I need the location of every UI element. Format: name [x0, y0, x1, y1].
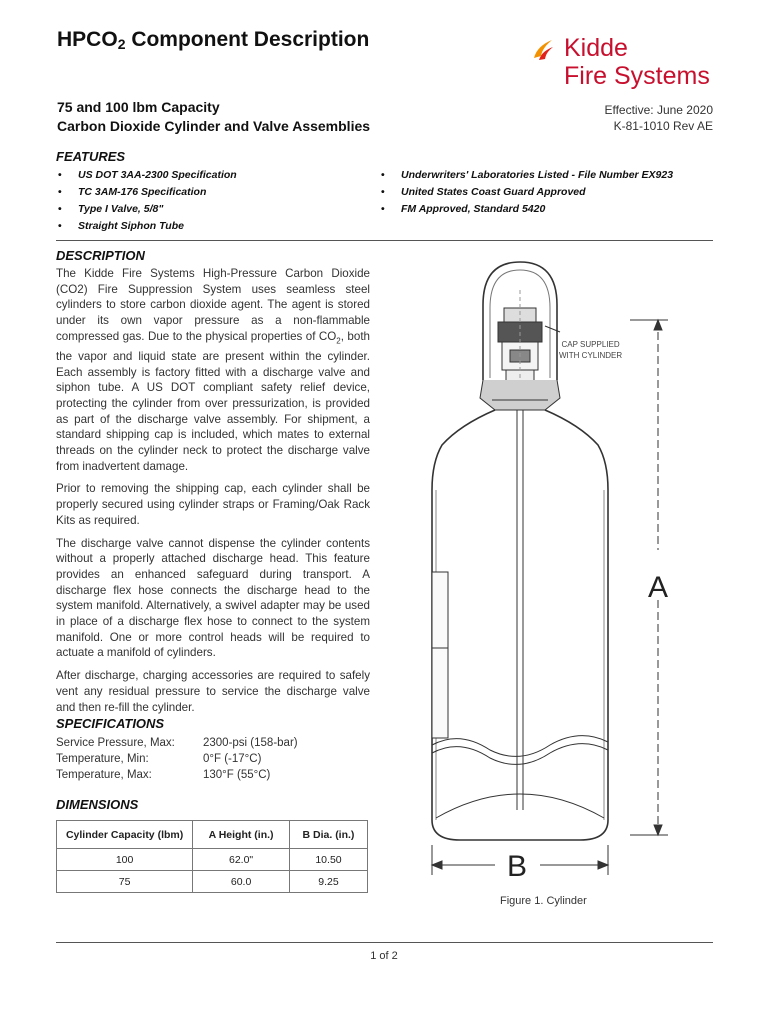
cap-note: CAP SUPPLIED WITH CYLINDER — [559, 340, 623, 360]
specifications-list — [56, 735, 298, 783]
page-number: 1 of 2 — [370, 950, 398, 962]
description-paragraph: After discharge, charging accessories are required to safely vent any residual pressure to service the discharge valve and then re-fill the cylinder. — [56, 669, 370, 714]
spec-row: Temperature, Min: 0°F (-17°C) — [56, 753, 262, 765]
effective-date: Effective: June 2020 — [604, 103, 713, 117]
subtitle-assemblies: Carbon Dioxide Cylinder and Valve Assemblies — [57, 118, 371, 134]
specifications-heading: SPECIFICATIONS — [56, 716, 165, 731]
dimensions-heading: DIMENSIONS — [56, 797, 139, 812]
flame-icon — [530, 36, 556, 62]
feature-item: • Type I Valve, 5/8" — [58, 201, 237, 218]
description-paragraph: The discharge valve cannot dispense the cylinder contents without a properly attached discharge head. This feature provides an enhanced safeguard during transport. A discharge flex hose connects the discharge head to the system manifold. Alternatively, a swivel adapter may be used in place of a discharge flex hose to connect to the system manifold. One or more control heads will be required to actuate a manifold of cylinders. — [56, 536, 370, 660]
feature-item: • TC 3AM-176 Specification — [58, 184, 237, 201]
table-cell: 9.25 — [289, 871, 367, 893]
features-list-right — [381, 167, 673, 218]
kidde-logo — [530, 34, 710, 94]
description-paragraph: The Kidde Fire Systems High-Pressure Carbon Dioxide (CO2) Fire Suppression System uses seamless steel cylinders to store carbon dioxide agent. The agent is stored under its own vapor pressure as a non-flammable compressed gas. Due to the physical properties of $CO_2$, both the vapor and liquid state are present within the cylinder. Each assembly is factory fitted with a discharge valve and siphon tube. A US DOT compliant safety relief device, protecting the cylinder from over pressurization, is provided as part of the discharge valve assembly. For shipment, a standard shipping cap is included, which mates to external threads on the cylinder neck to protect the discharge valve from inadvertent damage. — [56, 267, 370, 473]
dimension-a-label: A — [648, 571, 669, 604]
table-cell: 60.0 — [193, 871, 290, 893]
column-header: Cylinder Capacity (lbm) — [57, 821, 193, 849]
spec-row: Service Pressure, Max: 2300-psi (158-bar) — [56, 737, 298, 749]
logo-line2: Fire Systems — [564, 62, 710, 90]
features-list-left — [58, 167, 237, 235]
section-divider — [56, 240, 713, 241]
table-row — [57, 849, 368, 871]
table-cell: 62.0" — [193, 849, 290, 871]
logo-line1: Kidde — [564, 34, 628, 62]
table-header-row — [57, 821, 368, 849]
feature-item: • Straight Siphon Tube — [58, 218, 237, 235]
feature-item: • United States Coast Guard Approved — [381, 184, 673, 201]
spec-row: Temperature, Max: 130°F (55°C) — [56, 769, 271, 781]
subtitle-capacity: 75 and 100 lbm Capacity — [57, 99, 220, 115]
feature-item: • Underwriters' Laboratories Listed - File Number EX923 — [381, 167, 673, 184]
table-cell: 100 — [57, 849, 193, 871]
doc-number: K-81-1010 Rev AE — [613, 119, 713, 133]
column-header: B Dia. (in.) — [289, 821, 367, 849]
table-cell: 75 — [57, 871, 193, 893]
feature-item: • US DOT 3AA-2300 Specification — [58, 167, 237, 184]
page-title: $HPCO_2$ Component Description — [57, 28, 370, 52]
figure-caption: Figure 1. Cylinder — [500, 895, 587, 907]
column-header: A Height (in.) — [193, 821, 290, 849]
footer-divider — [56, 942, 713, 943]
table-row — [57, 871, 368, 893]
feature-item: • FM Approved, Standard 5420 — [381, 201, 673, 218]
features-heading: FEATURES — [56, 149, 126, 164]
dimension-b-label: B — [507, 850, 528, 883]
dimensions-table — [56, 820, 368, 893]
description-heading: DESCRIPTION — [56, 248, 145, 263]
description-paragraph: Prior to removing the shipping cap, each cylinder shall be properly secured using cylinder straps or Framing/Oak Rack Kits as required. — [56, 482, 370, 527]
table-cell: 10.50 — [289, 849, 367, 871]
description-body — [56, 266, 370, 722]
